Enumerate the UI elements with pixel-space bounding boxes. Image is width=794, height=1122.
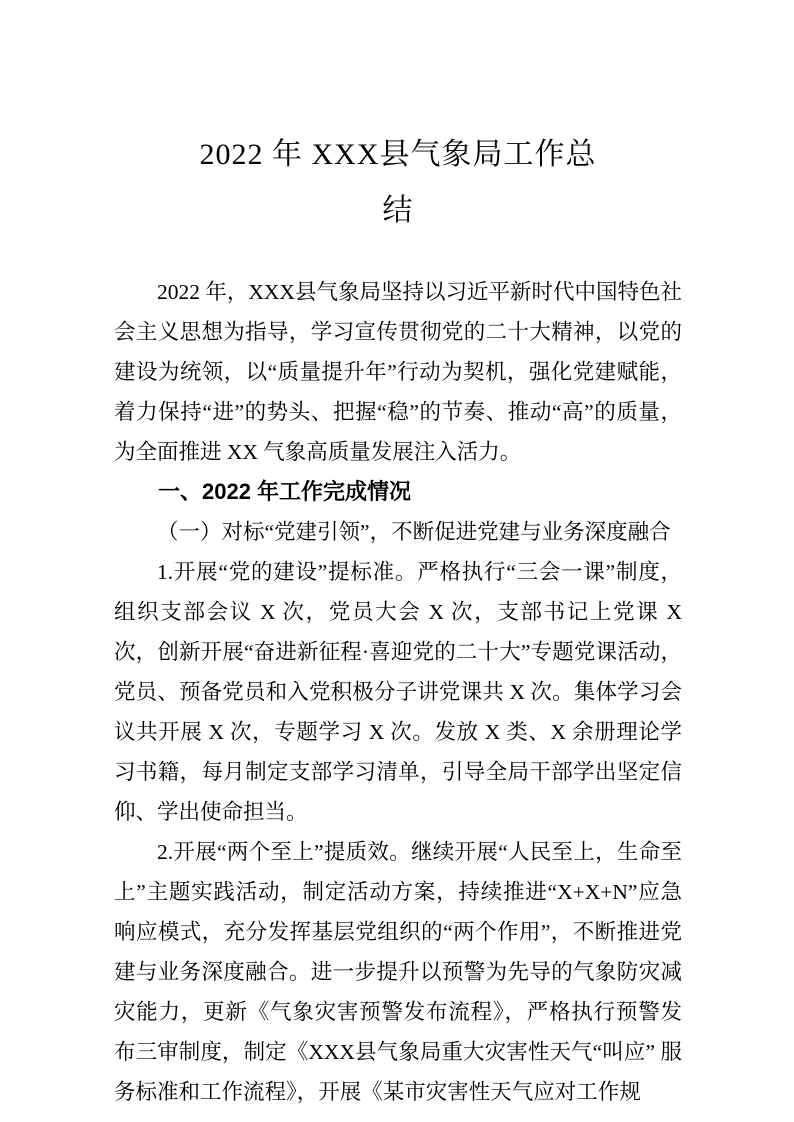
section-heading-level2: （一）对标“党建引领”，不断促进党建与业务深度融合 [157,520,671,544]
paragraph-intro: 2022 年，XXX县气象局坚持以习近平新时代中国特色社会主义思想为指导，学习宣传贯彻党的二十大精神，以党的建设为统领，以“质量提升年”行动为契机，强化党建赋能，着力保持“进”的势头、把握“稳”的节奏、推动“高”的质量，为全面推进 XX 气象高质量发展注入活力。 [114,280,682,464]
section-heading-level1: 一、2022 年工作完成情况 [158,479,412,504]
document-title-line-1: 2022 年 XXX县气象局工作总 [199,138,597,171]
paragraph-item-2: 2.开展“两个至上”提质效。继续开展“人民至上，生命至上”主题实践活动，制定活动方案，持续推进“X+X+N”应急响应模式，充分发挥基层党组织的“两个作用”，不断推进党建与业务深度融合。进一步提升以预警为先导的气象防灾减灾能力，更新《气象灾害预警发布流程》，严格执行预警发布三审制度，制定《XXX县气象局重大灾害性天气“叫应” 服务标准和工作流程》，开展《某市灾害性天气应对工作规 [114,840,682,1104]
paragraph-item-1: 1.开展“党的建设”提标准。严格执行“三会一课”制度，组织支部会议 X 次，党员大会 X 次，支部书记上党课 X 次，创新开展“奋进新征程·喜迎党的二十大”专题党课活动， 党员、预备党员和入党积极分子讲党课共 X 次。集体学习会议共开展 X 次，专题学习 X 次。发放 X 类、X 余册理论学习书籍，每月制定支部学习清单，引导全局干部学出坚定信仰、学出使命担当。 [114,560,682,824]
document-title-line-2: 结 [382,194,414,227]
document-title [114,127,682,239]
